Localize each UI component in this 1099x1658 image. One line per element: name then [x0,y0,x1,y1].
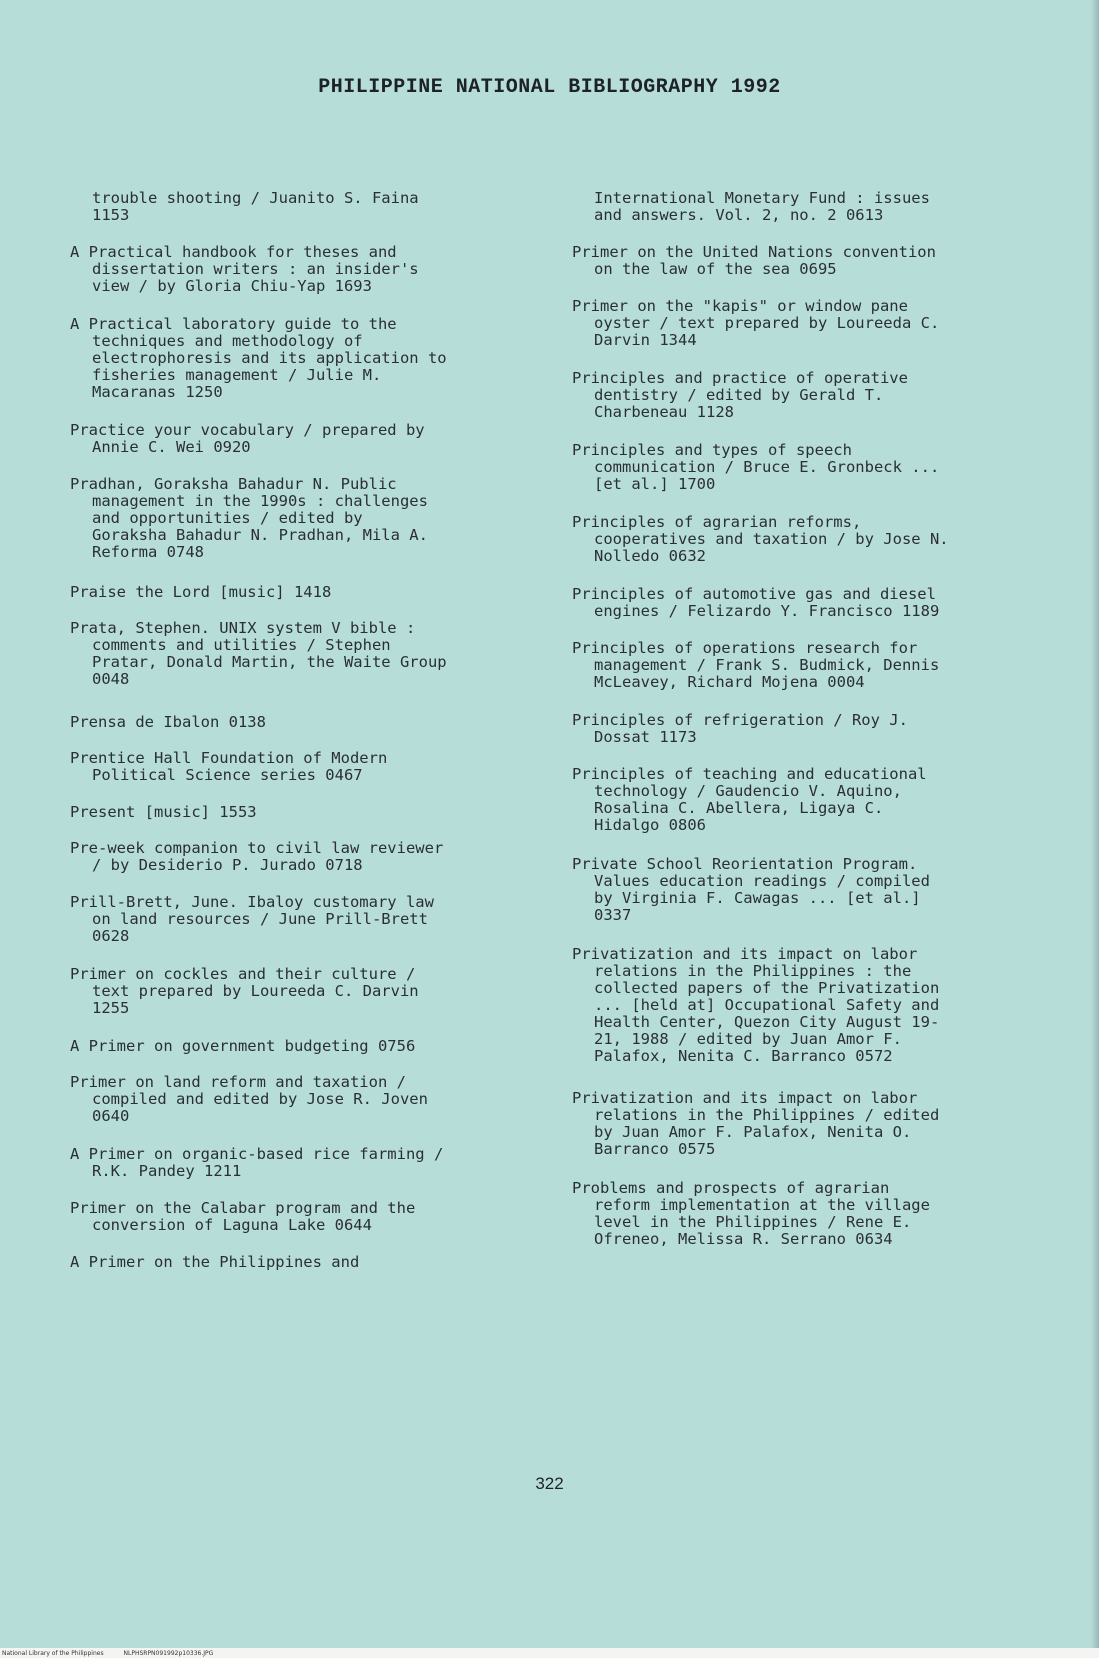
bibliography-entry: Practice your vocabulary / prepared by Annie C. Wei 0920 [70,421,425,456]
page-edge-shadow [1091,0,1099,1648]
bibliography-entry: Prentice Hall Foundation of Modern Political Science series 0467 [70,749,388,784]
bibliography-entry: International Monetary Fund : issues and answers. Vol. 2, no. 2 0613 [594,189,930,224]
bibliography-entry: Primer on the Calabar program and the conversion of Laguna Lake 0644 [70,1199,416,1234]
bibliography-entry: Primer on cockles and their culture / text prepared by Loureeda C. Darvin 1255 [70,965,419,1017]
bibliography-entry: Prata, Stephen. UNIX system V bible : comments and utilities / Stephen Pratar, Donald Martin, the Waite Group 0048 [70,619,447,688]
bibliography-entry: Principles of operations research for management / Frank S. Budmick, Dennis McLeavey, Richard Mojena 0004 [572,639,940,691]
bibliography-entry: A Primer on organic-based rice farming / R.K. Pandey 1211 [70,1145,444,1180]
bibliography-entry: Problems and prospects of agrarian reform implementation at the village level in the Philippines / Rene E. Ofreneo, Melissa R. Serrano 0634 [572,1179,930,1248]
bibliography-entry: Praise the Lord [music] 1418 [70,583,332,601]
bibliography-entry: A Practical handbook for theses and dissertation writers : an insider's view / by Gloria Chiu-Yap 1693 [70,243,419,295]
bibliography-entry: Private School Reorientation Program. Values education readings / compiled by Virginia F. Cawagas ... [et al.] 0337 [572,855,930,924]
page-number: 322 [535,1474,564,1493]
bibliography-entry: Principles and types of speech communication / Bruce E. Gronbeck ... [et al.] 1700 [572,441,940,493]
bibliography-entry: Prensa de Ibalon 0138 [70,713,266,731]
bibliography-entry: Present [music] 1553 [70,803,257,821]
bibliography-entry: Privatization and its impact on labor relations in the Philippines : the collected papers of the Privatization ... [held at] Occupational Safety and Health Center, Quezon City August 19- 21, 1988 / edited by Juan Amor F. Palafox, Nenita C. Barranco 0572 [572,945,940,1065]
bibliography-entry: Pradhan, Goraksha Bahadur N. Public management in the 1990s : challenges and opportunities / edited by Goraksha Bahadur N. Pradhan, Mila A. Reforma 0748 [70,475,428,561]
bibliography-entry: A Primer on government budgeting 0756 [70,1037,416,1055]
bibliography-entry: Privatization and its impact on labor relations in the Philippines / edited by Juan Amor F. Palafox, Nenita O. Barranco 0575 [572,1089,940,1158]
bibliography-entry: Principles of automotive gas and diesel engines / Felizardo Y. Francisco 1189 [572,585,940,620]
bibliography-entry: Primer on the "kapis" or window pane oyster / text prepared by Loureeda C. Darvin 1344 [572,297,940,349]
bibliography-entry: Prill-Brett, June. Ibaloy customary law on land resources / June Prill-Brett 0628 [70,893,434,945]
bibliography-entry: Principles and practice of operative dentistry / edited by Gerald T. Charbeneau 1128 [572,369,908,421]
bibliography-entry: A Primer on the Philippines and [70,1253,360,1271]
footer-library: National Library of the Philippines [2,1650,104,1657]
page-title: PHILIPPINE NATIONAL BIBLIOGRAPHY 1992 [318,76,781,99]
footer-file: NLPHSRPN091992p10336.JPG [123,1650,214,1657]
bibliography-entry: trouble shooting / Juanito S. Faina 1153 [92,189,419,224]
bibliography-entry: Principles of refrigeration / Roy J. Dossat 1173 [572,711,908,746]
bibliography-entry: Pre-week companion to civil law reviewer / by Desiderio P. Jurado 0718 [70,839,444,874]
bibliography-entry: Primer on land reform and taxation / compiled and edited by Jose R. Joven 0640 [70,1073,428,1125]
bibliography-entry: Primer on the United Nations convention on the law of the sea 0695 [572,243,936,278]
bibliography-entry: A Practical laboratory guide to the techniques and methodology of electrophoresis and its application to fisheries management / Julie M. Macaranas 1250 [70,315,447,401]
scan-footer [2,1649,213,1658]
bibliography-entry: Principles of teaching and educational technology / Gaudencio V. Aquino, Rosalina C. Abellera, Ligaya C. Hidalgo 0806 [572,765,927,834]
bibliography-entry: Principles of agrarian reforms, cooperatives and taxation / by Jose N. Nolledo 0632 [572,513,949,565]
